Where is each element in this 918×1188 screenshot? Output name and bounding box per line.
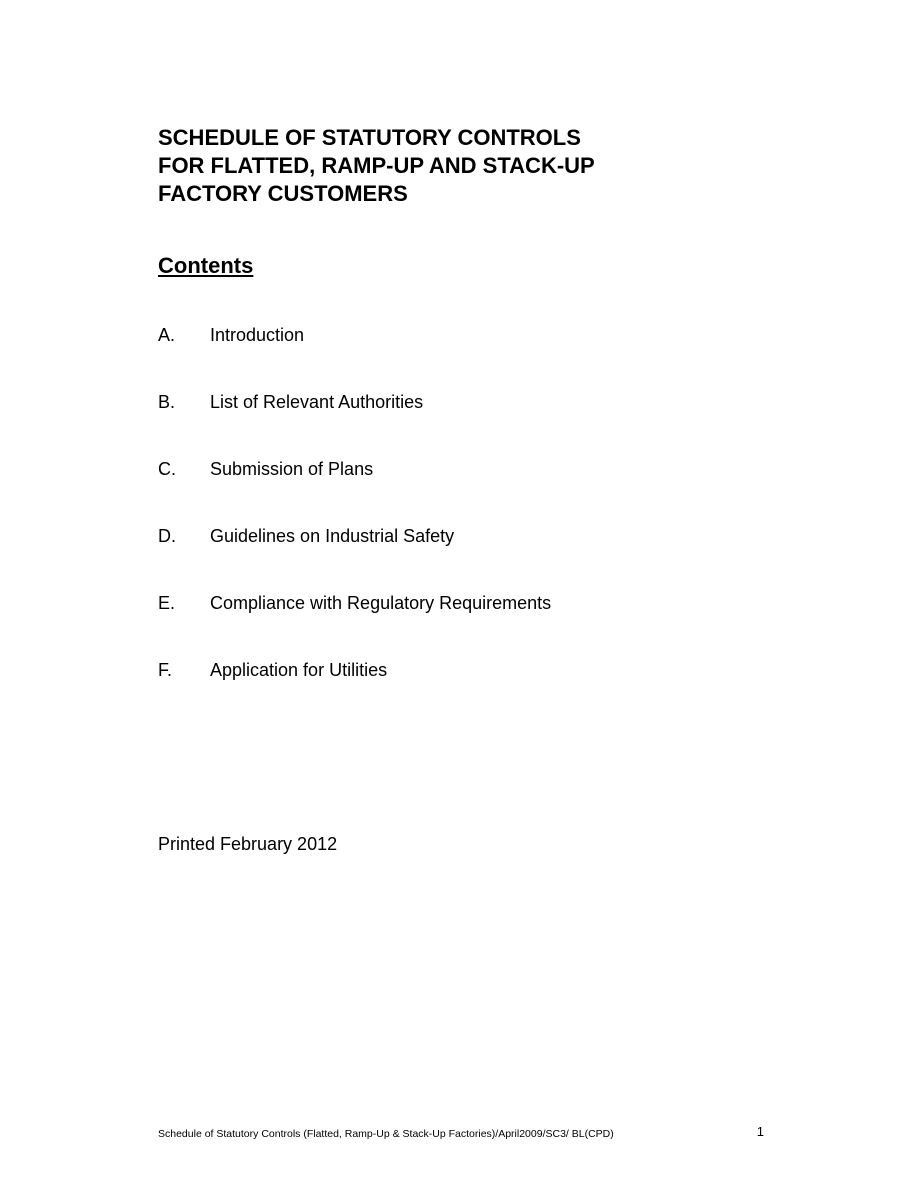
toc-label: Guidelines on Industrial Safety bbox=[210, 526, 455, 546]
footer-text: Schedule of Statutory Controls (Flatted, Ramp-Up & Stack-Up Factories)/April2009/SC3/ BL(CPD) bbox=[158, 1128, 614, 1140]
title-line: FACTORY CUSTOMERS bbox=[158, 181, 408, 206]
toc-letter: F. bbox=[158, 660, 173, 680]
toc-label: Introduction bbox=[210, 325, 305, 345]
title-line: FOR FLATTED, RAMP-UP AND STACK-UP bbox=[158, 153, 595, 178]
contents-heading: Contents bbox=[158, 253, 254, 278]
document-title bbox=[158, 124, 595, 208]
toc-letter: C. bbox=[158, 459, 176, 479]
toc-letter: A. bbox=[158, 325, 176, 345]
toc-item-compliance bbox=[158, 590, 551, 657]
toc-label: Compliance with Regulatory Requirements bbox=[210, 593, 552, 613]
toc-label: List of Relevant Authorities bbox=[210, 392, 424, 412]
toc-letter: D. bbox=[158, 526, 176, 546]
toc-item-utilities bbox=[158, 657, 551, 724]
table-of-contents bbox=[158, 322, 551, 724]
title-line: SCHEDULE OF STATUTORY CONTROLS bbox=[158, 125, 581, 150]
toc-item-safety bbox=[158, 523, 551, 590]
page-number: 1 bbox=[756, 1124, 764, 1139]
toc-letter: B. bbox=[158, 392, 176, 412]
toc-item-introduction bbox=[158, 322, 551, 389]
toc-label: Application for Utilities bbox=[210, 660, 388, 680]
toc-letter: E. bbox=[158, 593, 176, 613]
toc-label: Submission of Plans bbox=[210, 459, 374, 479]
toc-item-authorities bbox=[158, 389, 551, 456]
printed-date: Printed February 2012 bbox=[158, 834, 338, 854]
toc-item-submission bbox=[158, 456, 551, 523]
